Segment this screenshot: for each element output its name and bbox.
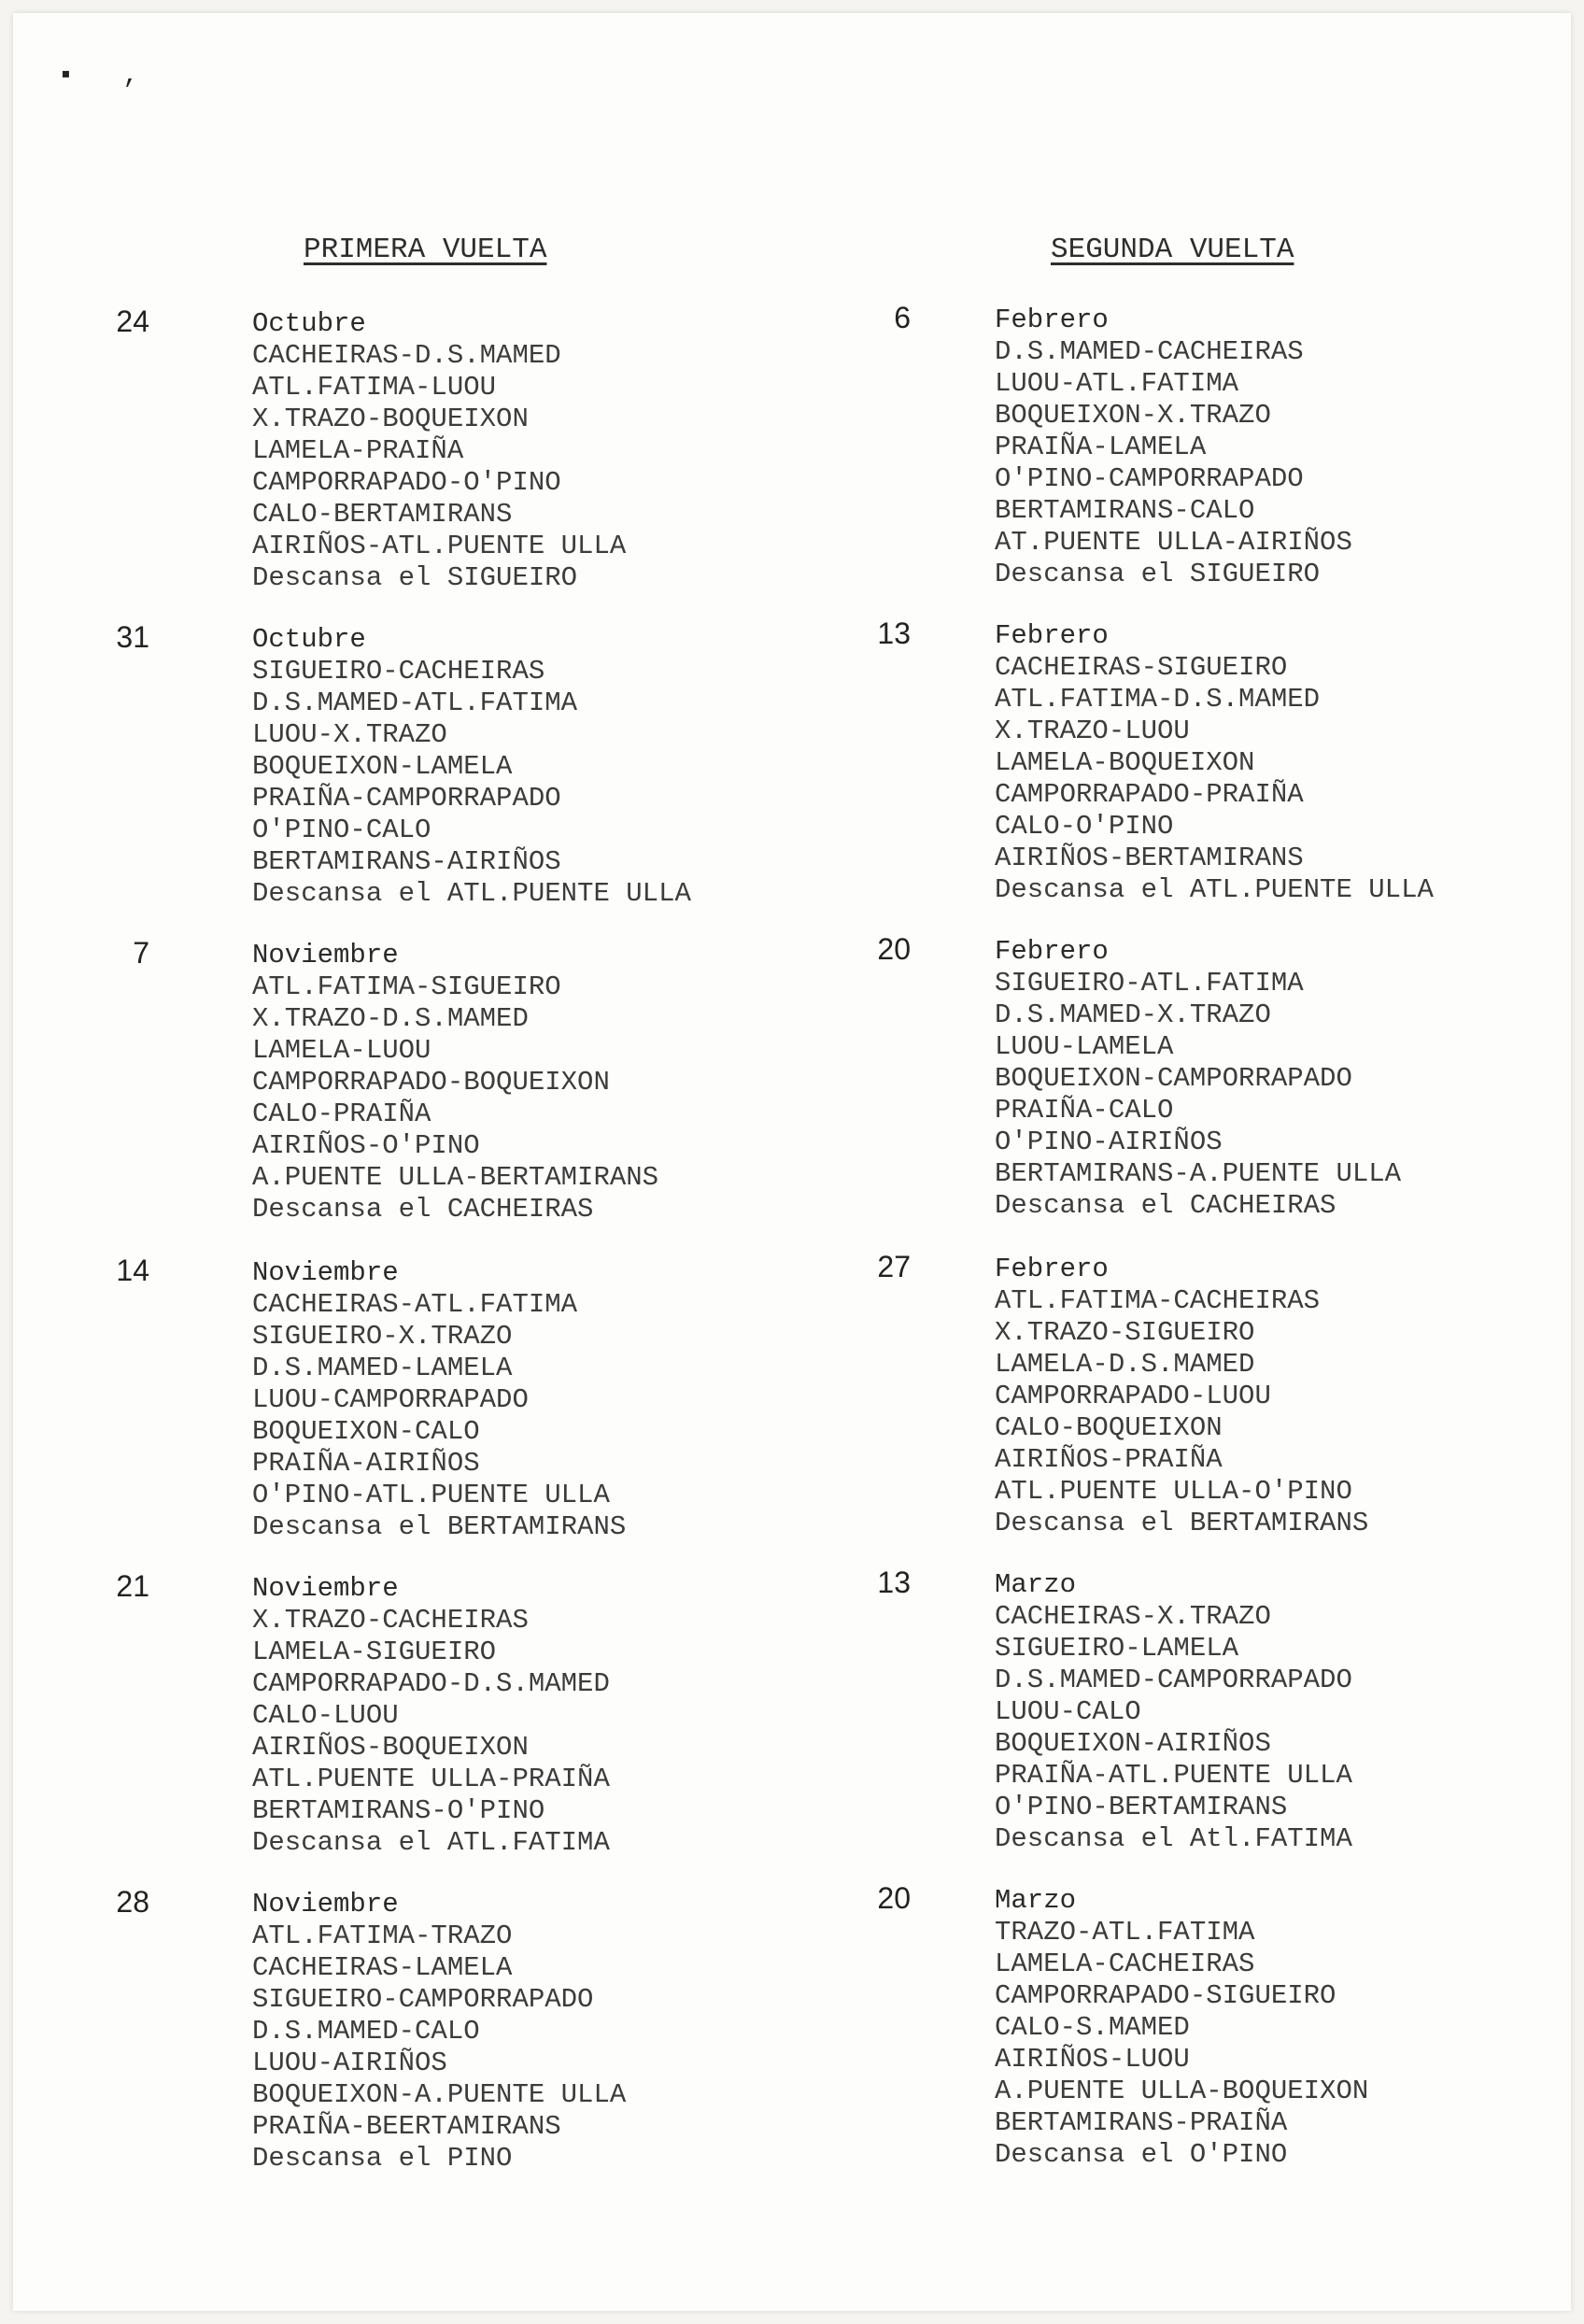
match-line: LAMELA-PRAIÑA — [252, 435, 464, 466]
match-line: ATL.PUENTE ULLA-PRAIÑA — [252, 1764, 610, 1794]
match-line: CACHEIRAS-D.S.MAMED — [252, 340, 561, 371]
match-line: ATL.PUENTE ULLA-O'PINO — [995, 1476, 1352, 1507]
match-line: D.S.MAMED-X.TRAZO — [995, 999, 1271, 1030]
match-line: PRAIÑA-ATL.PUENTE ULLA — [995, 1760, 1352, 1791]
round-lines — [995, 305, 1352, 590]
round-month: Noviembre — [252, 940, 399, 971]
round-day: 7 — [133, 936, 149, 970]
round-day: 13 — [877, 616, 911, 650]
segunda-vuelta-title: SEGUNDA VUELTA — [1051, 234, 1294, 266]
match-line: SIGUEIRO-ATL.FATIMA — [995, 968, 1304, 999]
round-day: 31 — [116, 620, 149, 654]
match-line: O'PINO-AIRIÑOS — [995, 1127, 1223, 1157]
match-line: AIRIÑOS-BOQUEIXON — [252, 1732, 529, 1763]
match-line: CALO-S.MAMED — [995, 2012, 1190, 2043]
rest-team-line: Descansa el PINO — [252, 2143, 513, 2174]
round-lines — [995, 1885, 1368, 2171]
rest-team-line: Descansa el ATL.PUENTE ULLA — [995, 874, 1434, 905]
round-month: Marzo — [995, 1569, 1077, 1600]
match-line: LUOU-X.TRAZO — [252, 719, 447, 750]
round-month: Noviembre — [252, 1573, 399, 1604]
round-month: Febrero — [995, 936, 1109, 967]
round-lines — [995, 1569, 1352, 1855]
round-day: 21 — [116, 1569, 149, 1603]
match-line: BERTAMIRANS-O'PINO — [252, 1795, 545, 1826]
match-line: PRAIÑA-CALO — [995, 1095, 1174, 1126]
match-line: BERTAMIRANS-CALO — [995, 495, 1255, 526]
round-month: Octubre — [252, 624, 366, 655]
match-line: PRAIÑA-CAMPORRAPADO — [252, 783, 561, 814]
match-line: CACHEIRAS-LAMELA — [252, 1952, 513, 1983]
match-line: SIGUEIRO-X.TRAZO — [252, 1321, 513, 1352]
match-line: X.TRAZO-CACHEIRAS — [252, 1605, 529, 1636]
match-line: BOQUEIXON-A.PUENTE ULLA — [252, 2079, 627, 2110]
match-line: LAMELA-D.S.MAMED — [995, 1349, 1255, 1380]
round-day: 27 — [877, 1250, 911, 1283]
round-day: 14 — [116, 1254, 149, 1287]
match-line: BERTAMIRANS-PRAIÑA — [995, 2107, 1288, 2138]
match-line: LAMELA-SIGUEIRO — [252, 1637, 497, 1667]
match-line: LAMELA-LUOU — [252, 1035, 431, 1066]
match-line: D.S.MAMED-LAMELA — [252, 1353, 513, 1383]
round-day: 6 — [894, 301, 911, 334]
corner-mark: ▪ , — [58, 62, 156, 91]
match-line: LAMELA-CACHEIRAS — [995, 1948, 1255, 1979]
match-line: X.TRAZO-D.S.MAMED — [252, 1003, 529, 1034]
match-line: TRAZO-ATL.FATIMA — [995, 1917, 1255, 1948]
match-line: PRAIÑA-AIRIÑOS — [252, 1448, 480, 1479]
match-line: CALO-BOQUEIXON — [995, 1412, 1223, 1443]
match-line: AT.PUENTE ULLA-AIRIÑOS — [995, 527, 1352, 558]
match-line: AIRIÑOS-ATL.PUENTE ULLA — [252, 531, 627, 561]
match-line: O'PINO-CALO — [252, 815, 431, 845]
match-line: SIGUEIRO-LAMELA — [995, 1633, 1239, 1664]
match-line: LUOU-CAMPORRAPADO — [252, 1384, 529, 1415]
match-line: CAMPORRAPADO-D.S.MAMED — [252, 1668, 610, 1699]
rest-team-line: Descansa el BERTAMIRANS — [995, 1508, 1369, 1538]
match-line: BOQUEIXON-CAMPORRAPADO — [995, 1063, 1352, 1094]
match-line: CALO-BERTAMIRANS — [252, 499, 513, 530]
rest-team-line: Descansa el BERTAMIRANS — [252, 1511, 627, 1542]
round-lines — [252, 308, 626, 594]
match-line: CALO-LUOU — [252, 1700, 399, 1731]
rest-team-line: Descansa el CACHEIRAS — [252, 1194, 594, 1225]
round-lines — [995, 620, 1434, 906]
match-line: CACHEIRAS-SIGUEIRO — [995, 652, 1288, 683]
match-line: X.TRAZO-SIGUEIRO — [995, 1317, 1255, 1348]
round-lines — [252, 1889, 626, 2175]
round-month: Febrero — [995, 620, 1109, 651]
match-line: CALO-O'PINO — [995, 811, 1174, 842]
match-line: D.S.MAMED-CAMPORRAPADO — [995, 1665, 1352, 1695]
match-line: SIGUEIRO-CAMPORRAPADO — [252, 1984, 594, 2015]
match-line: X.TRAZO-LUOU — [995, 716, 1190, 746]
match-line: CAMPORRAPADO-PRAIÑA — [995, 779, 1304, 810]
match-line: O'PINO-ATL.PUENTE ULLA — [252, 1480, 610, 1510]
round-lines — [252, 1573, 610, 1859]
match-line: X.TRAZO-BOQUEIXON — [252, 404, 529, 434]
round-month: Febrero — [995, 1254, 1109, 1284]
primera-vuelta-title: PRIMERA VUELTA — [304, 234, 547, 266]
round-day: 24 — [116, 305, 149, 338]
match-line: PRAIÑA-BEERTAMIRANS — [252, 2111, 561, 2142]
round-day: 20 — [877, 932, 911, 966]
round-month: Noviembre — [252, 1889, 399, 1920]
match-line: CACHEIRAS-ATL.FATIMA — [252, 1289, 578, 1320]
match-line: BOQUEIXON-LAMELA — [252, 751, 513, 782]
match-line: ATL.FATIMA-CACHEIRAS — [995, 1285, 1321, 1316]
rest-team-line: Descansa el SIGUEIRO — [252, 562, 578, 593]
match-line: BERTAMIRANS-AIRIÑOS — [252, 846, 561, 877]
match-line: O'PINO-BERTAMIRANS — [995, 1792, 1288, 1822]
match-line: BOQUEIXON-AIRIÑOS — [995, 1728, 1271, 1759]
match-line: ATL.FATIMA-SIGUEIRO — [252, 971, 561, 1002]
match-line: LAMELA-BOQUEIXON — [995, 747, 1255, 778]
match-line: CAMPORRAPADO-SIGUEIRO — [995, 1980, 1336, 2011]
match-line: BERTAMIRANS-A.PUENTE ULLA — [995, 1158, 1402, 1189]
match-line: AIRIÑOS-LUOU — [995, 2044, 1190, 2075]
match-line: CACHEIRAS-X.TRAZO — [995, 1601, 1271, 1632]
match-line: A.PUENTE ULLA-BERTAMIRANS — [252, 1162, 659, 1193]
match-line: ATL.FATIMA-LUOU — [252, 372, 497, 403]
match-line: LUOU-AIRIÑOS — [252, 2048, 447, 2078]
match-line: LUOU-ATL.FATIMA — [995, 368, 1239, 399]
match-line: CALO-PRAIÑA — [252, 1098, 431, 1129]
match-line: D.S.MAMED-CALO — [252, 2016, 480, 2047]
rest-team-line: Descansa el O'PINO — [995, 2139, 1288, 2170]
rest-team-line: Descansa el CACHEIRAS — [995, 1190, 1336, 1221]
match-line: PRAIÑA-LAMELA — [995, 432, 1207, 462]
match-line: CAMPORRAPADO-O'PINO — [252, 467, 561, 498]
round-lines — [252, 940, 658, 1226]
round-lines — [252, 624, 691, 910]
rest-team-line: Descansa el ATL.PUENTE ULLA — [252, 878, 691, 909]
rest-team-line: Descansa el ATL.FATIMA — [252, 1827, 610, 1858]
match-line: AIRIÑOS-PRAIÑA — [995, 1444, 1223, 1475]
round-month: Febrero — [995, 305, 1109, 335]
match-line: CAMPORRAPADO-LUOU — [995, 1381, 1271, 1411]
round-month: Marzo — [995, 1885, 1077, 1916]
round-day: 28 — [116, 1885, 149, 1919]
match-line: AIRIÑOS-BERTAMIRANS — [995, 843, 1304, 873]
match-line: ATL.FATIMA-TRAZO — [252, 1920, 513, 1951]
rest-team-line: Descansa el SIGUEIRO — [995, 559, 1321, 589]
round-day: 20 — [877, 1881, 911, 1915]
round-day: 13 — [877, 1566, 911, 1599]
round-month: Noviembre — [252, 1257, 399, 1288]
match-line: A.PUENTE ULLA-BOQUEIXON — [995, 2076, 1369, 2106]
round-lines — [995, 936, 1401, 1222]
match-line: LUOU-CALO — [995, 1696, 1141, 1727]
round-lines — [995, 1254, 1368, 1539]
rest-team-line: Descansa el Atl.FATIMA — [995, 1823, 1352, 1854]
match-line: SIGUEIRO-CACHEIRAS — [252, 656, 545, 687]
match-line: LUOU-LAMELA — [995, 1031, 1174, 1062]
match-line: D.S.MAMED-ATL.FATIMA — [252, 687, 578, 718]
match-line: D.S.MAMED-CACHEIRAS — [995, 336, 1304, 367]
round-lines — [252, 1257, 626, 1543]
match-line: ATL.FATIMA-D.S.MAMED — [995, 684, 1321, 715]
match-line: BOQUEIXON-X.TRAZO — [995, 400, 1271, 431]
match-line: CAMPORRAPADO-BOQUEIXON — [252, 1067, 610, 1098]
match-line: AIRIÑOS-O'PINO — [252, 1130, 480, 1161]
match-line: BOQUEIXON-CALO — [252, 1416, 480, 1447]
match-line: O'PINO-CAMPORRAPADO — [995, 463, 1304, 494]
round-month: Octubre — [252, 308, 366, 339]
